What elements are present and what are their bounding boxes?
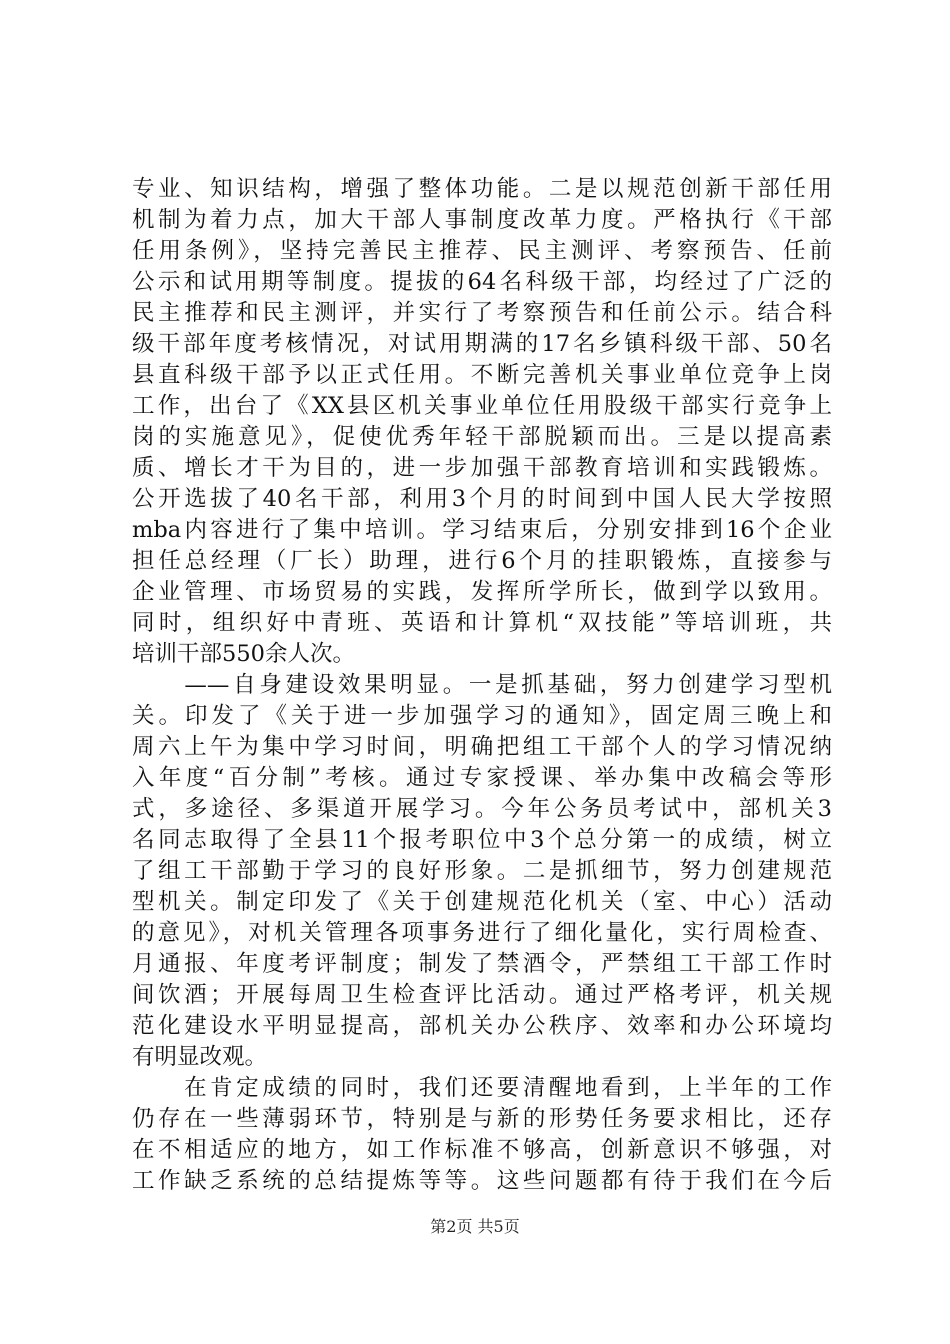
text-line: 公示和试用期等制度。提拔的64名科级干部，均经过了广泛的 — [132, 269, 832, 295]
text-line: 任用条例》，坚持完善民主推荐、民主测评、考察预告、任前 — [132, 238, 832, 264]
text-line: 入年度“百分制”考核。通过专家授课、举办集中改稿会等形 — [132, 765, 832, 791]
text-line: 间饮酒；开展每周卫生检查评比活动。通过严格考评，机关规 — [132, 982, 832, 1008]
text-line: 有明显改观。 — [132, 1044, 268, 1070]
text-line: 工作缺乏系统的总结提炼等等。这些问题都有待于我们在今后 — [132, 1168, 832, 1194]
text-line: 企业管理、市场贸易的实践，发挥所学所长，做到学以致用。 — [132, 579, 832, 605]
text-line: 在肯定成绩的同时，我们还要清醒地看到，上半年的工作 — [132, 1075, 832, 1101]
text-line: 机制为着力点，加大干部人事制度改革力度。严格执行《干部 — [132, 207, 832, 233]
text-line: 型机关。制定印发了《关于创建规范化机关（室、中心）活动 — [132, 889, 832, 915]
text-line: 县直科级干部予以正式任用。不断完善机关事业单位竞争上岗 — [132, 362, 832, 388]
text-line: 了组工干部勤于学习的良好形象。二是抓细节，努力创建规范 — [132, 858, 832, 884]
text-line: 专业、知识结构，增强了整体功能。二是以规范创新干部任用 — [132, 176, 832, 202]
text-line: 月通报、年度考评制度；制发了禁酒令，严禁组工干部工作时 — [132, 951, 832, 977]
text-line: 公开选拔了40名干部，利用3个月的时间到中国人民大学按照 — [132, 486, 832, 512]
text-line: 级干部年度考核情况，对试用期满的17名乡镇科级干部、50名 — [132, 331, 832, 357]
text-line: 式，多途径、多渠道开展学习。今年公务员考试中，部机关3 — [132, 796, 832, 822]
text-line: 民主推荐和民主测评，并实行了考察预告和任前公示。结合科 — [132, 300, 832, 326]
text-line: ——自身建设效果明显。一是抓基础，努力创建学习型机 — [132, 672, 832, 698]
text-line: 仍存在一些薄弱环节，特别是与新的形势任务要求相比，还存 — [132, 1106, 832, 1132]
page-footer: 第2页 共5页 — [430, 1217, 520, 1236]
text-line: 关。印发了《关于进一步加强学习的通知》，固定周三晚上和 — [132, 703, 832, 729]
text-line: 名同志取得了全县11个报考职位中3个总分第一的成绩，树立 — [132, 827, 832, 853]
body-text — [132, 174, 832, 1197]
text-line: 的意见》，对机关管理各项事务进行了细化量化，实行周检查、 — [132, 920, 832, 946]
text-line: 担任总经理（厂长）助理，进行6个月的挂职锻炼，直接参与 — [132, 548, 832, 574]
text-line: 在不相适应的地方，如工作标准不够高，创新意识不够强，对 — [132, 1137, 832, 1163]
text-line: 岗的实施意见》，促使优秀年轻干部脱颖而出。三是以提高素 — [132, 424, 832, 450]
text-line: 质、增长才干为目的，进一步加强干部教育培训和实践锻炼。 — [132, 455, 832, 481]
text-line: 周六上午为集中学习时间，明确把组工干部个人的学习情况纳 — [132, 734, 832, 760]
text-line: 同时，组织好中青班、英语和计算机“双技能”等培训班，共 — [132, 610, 832, 636]
text-line: mba内容进行了集中培训。学习结束后，分别安排到16个企业 — [132, 517, 832, 543]
text-line: 工作，出台了《XX县区机关事业单位任用股级干部实行竞争上 — [132, 393, 832, 419]
text-line: 培训干部550余人次。 — [132, 641, 355, 667]
text-line: 范化建设水平明显提高，部机关办公秩序、效率和办公环境均 — [132, 1013, 832, 1039]
